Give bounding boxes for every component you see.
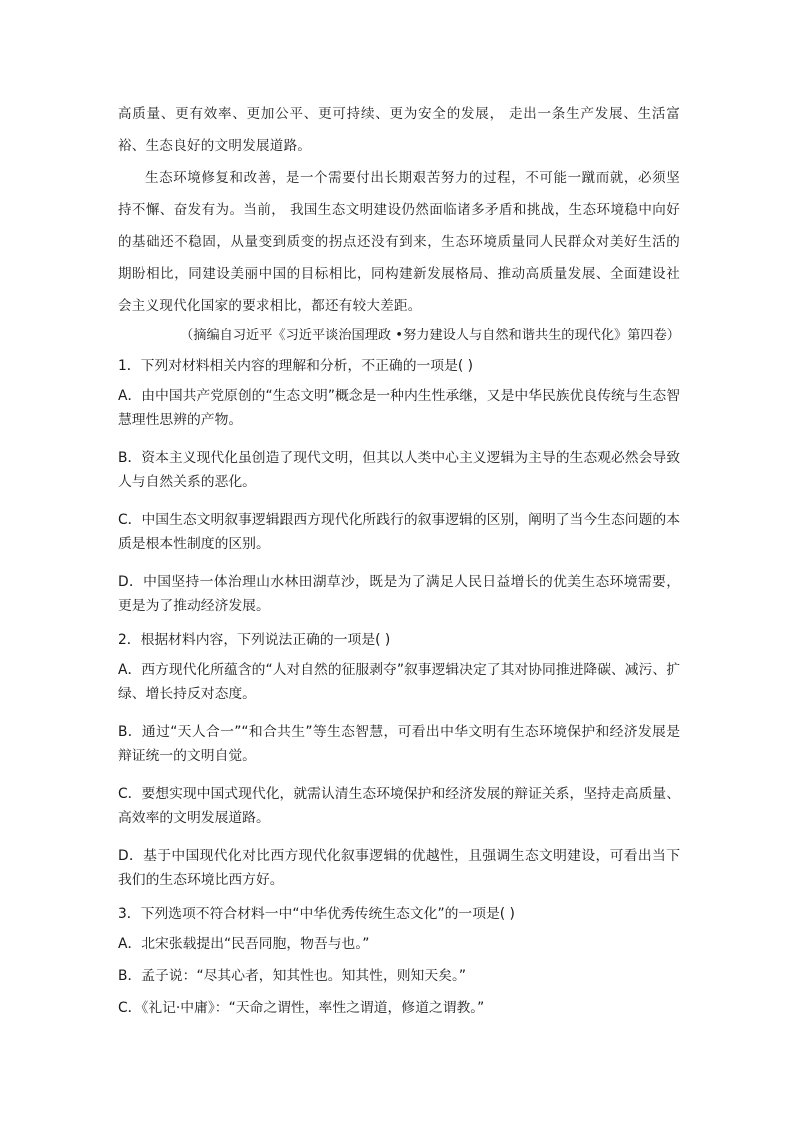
reading-passage [118, 98, 680, 350]
question-2 [118, 628, 680, 892]
option-d: D．中国坚持一体治理山水林田湖草沙，既是为了满足人民日益增长的优美生态环境需要，更是为了推动经济发展。 [118, 574, 680, 614]
option-c: C．《礼记·中庸》：“天命之谓性，率性之谓道，修道之谓教。” [118, 1000, 485, 1016]
question-stem: 3．下列选项不符合材料一中“中华优秀传统生态文化”的一项是( ) [118, 906, 515, 922]
passage-paragraph-1: 高质量、更有效率、更加公平、更可持续、更为安全的发展， 走出一条生产发展、生活富裕、生态良好的文明发展道路。 [118, 106, 680, 154]
passage-paragraph-2: 生态环境修复和改善，是一个需要付出长期艰苦努力的过程，不可能一蹴而就，必须坚持不懈、奋发有为。当前， 我国生态文明建设仍然面临诸多矛盾和挑战，生态环境稳中向好的基础还不稳固，从量变到质变的拐点还没有到来，生态环境质量同人民群众对美好生活的期盼相比，同建设美丽中国的目标相比，同构建新发展格局、推动高质量发展、全面建设社会主义现代化国家的要求相比，都还有较大差距。 [118, 170, 680, 314]
option-b: B．资本主义现代化虽创造了现代文明，但其以人类中心主义逻辑为主导的生态观必然会导致人与自然关系的恶化。 [118, 450, 680, 490]
question-3 [118, 902, 680, 1020]
option-c: C．要想实现中国式现代化，就需认清生态环境保护和经济发展的辩证关系，坚持走高质量、高效率的文明发展道路。 [118, 786, 680, 826]
option-a: A．由中国共产党原创的“生态文明”概念是一种内生性承继，又是中华民族优良传统与生态智慧理性思辨的产物。 [118, 388, 680, 428]
question-stem: 1．下列对材料相关内容的理解和分析，不正确的一项是( ) [118, 358, 474, 374]
document-page [118, 98, 680, 1030]
question-1 [118, 354, 680, 618]
passage-source: （摘编自习近平《习近平谈治国理政 •努力建设人与自然和谐共生的现代化》第四卷） [180, 328, 680, 343]
option-b: B．通过“天人合一”“和合共生”等生态智慧，可看出中华文明有生态环境保护和经济发展是辩证统一的文明自觉。 [118, 724, 680, 764]
option-a: A．北宋张载提出“民吾同胞，物吾与也。” [118, 936, 370, 952]
question-list [118, 354, 680, 1020]
option-a: A．西方现代化所蕴含的“人对自然的征服剥夺”叙事逻辑决定了其对协同推进降碳、减污、扩绿、增长持反对态度。 [118, 662, 680, 702]
option-c: C．中国生态文明叙事逻辑跟西方现代化所践行的叙事逻辑的区别，阐明了当今生态问题的本质是根本性制度的区别。 [118, 512, 680, 552]
option-b: B．孟子说：“尽其心者，知其性也。知其性，则知天矣。” [118, 968, 466, 984]
option-d: D．基于中国现代化对比西方现代化叙事逻辑的优越性，且强调生态文明建设，可看出当下我们的生态环境比西方好。 [118, 848, 680, 888]
question-stem: 2．根据材料内容，下列说法正确的一项是( ) [118, 632, 391, 648]
